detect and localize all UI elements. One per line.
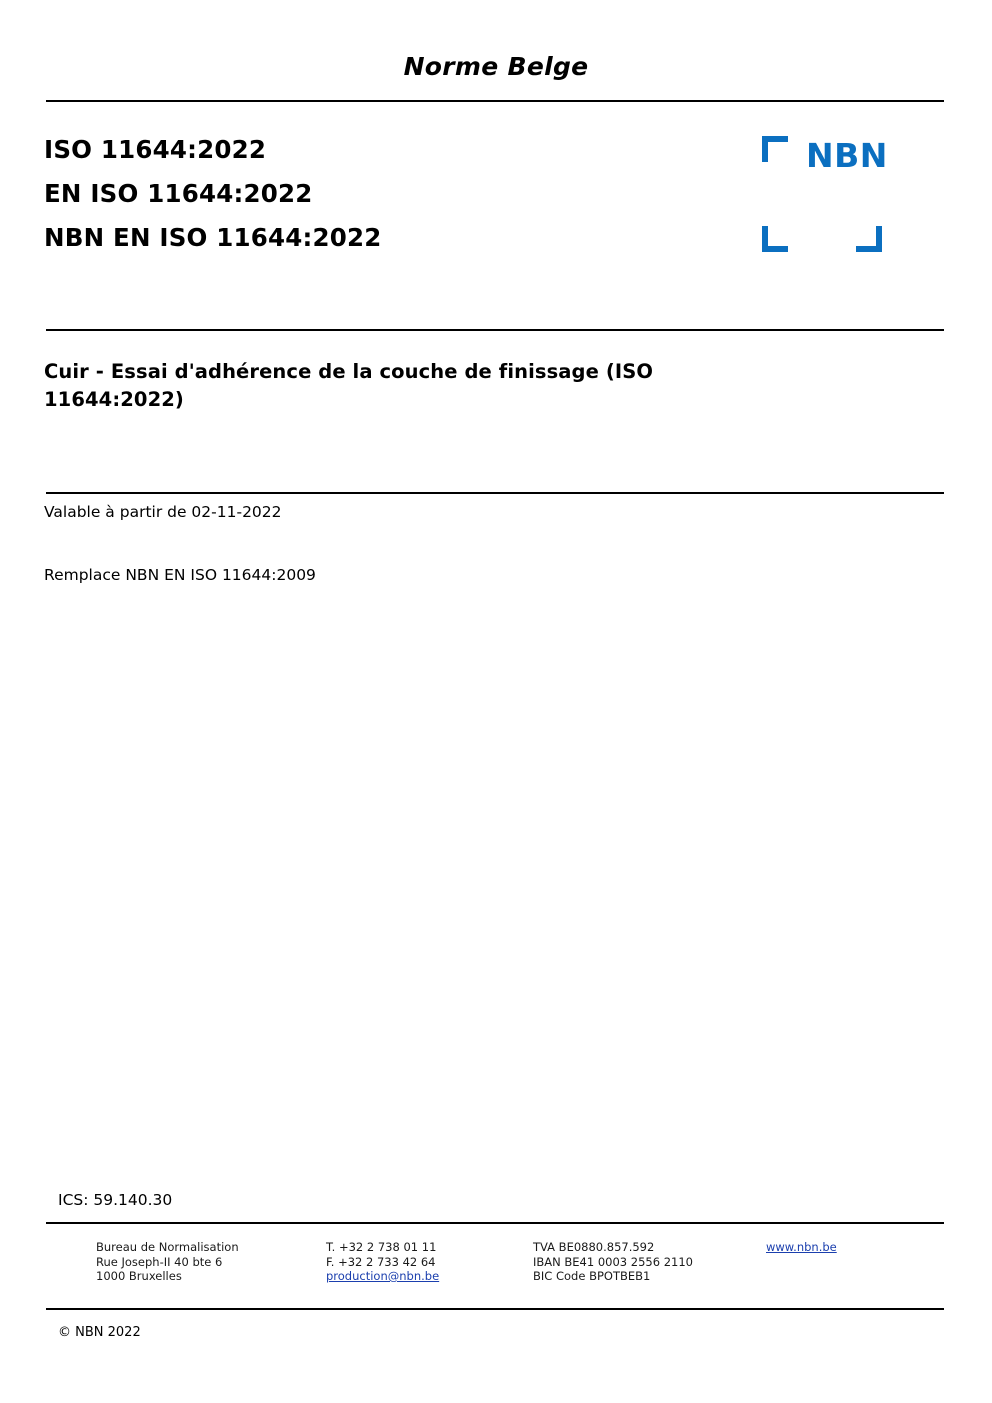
- footer-bic: BIC Code BPOTBEB1: [533, 1269, 651, 1283]
- divider-above-footer: [46, 1222, 944, 1224]
- standard-reference-list: [44, 128, 664, 260]
- replaces-text: Remplace NBN EN ISO 11644:2009: [44, 566, 316, 584]
- footer-fax: F. +32 2 733 42 64: [326, 1254, 436, 1269]
- footer-contact: [326, 1240, 526, 1284]
- footer-email-link[interactable]: production@nbn.be: [326, 1269, 440, 1283]
- valid-from-text: Valable à partir de 02-11-2022: [44, 503, 282, 521]
- standard-reference-en-iso: EN ISO 11644:2022: [44, 179, 313, 208]
- footer-iban: IBAN BE41 0003 2556 2110: [533, 1254, 693, 1269]
- footer-address: [96, 1240, 326, 1284]
- divider-above-title: [46, 329, 944, 331]
- page-header-title: Norme Belge: [403, 52, 589, 81]
- logo-corner-bottom-right-icon: [856, 226, 882, 252]
- copyright-notice: © NBN 2022: [58, 1325, 141, 1340]
- ics-code: ICS: 59.140.30: [58, 1191, 173, 1209]
- standard-reference-iso: ISO 11644:2022: [44, 135, 267, 164]
- footer-vat-number: TVA BE0880.857.592: [533, 1240, 655, 1254]
- divider-above-validity: [46, 492, 944, 494]
- footer-telephone: T. +32 2 738 01 11: [326, 1240, 437, 1254]
- logo-wordmark: NBN: [806, 136, 888, 175]
- standard-reference-nbn-en-iso: NBN EN ISO 11644:2022: [44, 223, 382, 252]
- document-title: Cuir - Essai d'adhérence de la couche de finissage (ISO 11644:2022): [44, 360, 654, 411]
- footer-address-line2: Rue Joseph-II 40 bte 6: [96, 1254, 223, 1269]
- divider-top: [46, 100, 944, 102]
- divider-below-footer: [46, 1308, 944, 1310]
- logo-corner-top-left-icon: [762, 136, 788, 162]
- footer-address-line3: 1000 Bruxelles: [96, 1269, 182, 1283]
- footer-finance: [533, 1240, 763, 1284]
- footer-website-link[interactable]: www.nbn.be: [766, 1240, 837, 1254]
- footer-address-line1: Bureau de Normalisation: [96, 1240, 239, 1254]
- nbn-logo: [756, 130, 892, 270]
- footer-website: [766, 1240, 906, 1255]
- logo-corner-bottom-left-icon: [762, 226, 788, 252]
